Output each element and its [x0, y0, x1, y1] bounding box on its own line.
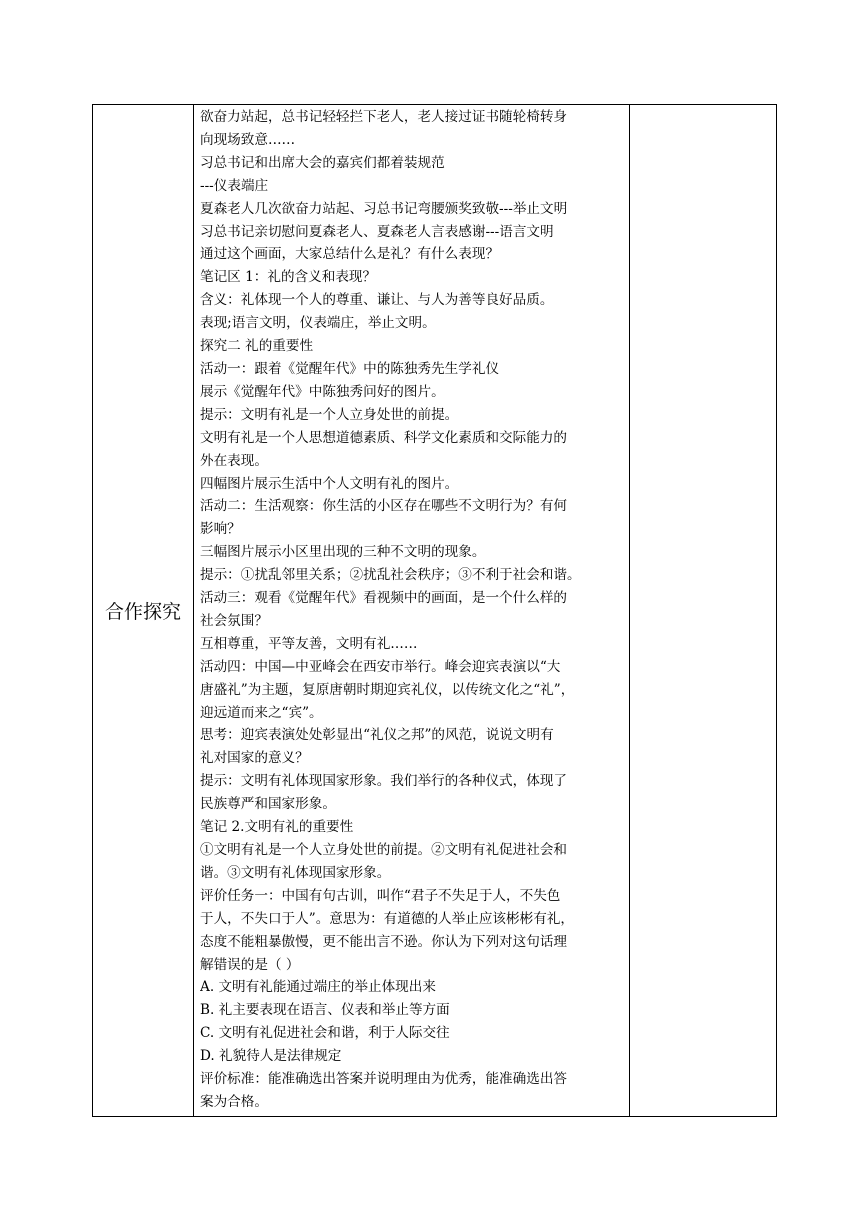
content-line: 欲奋力站起，总书记轻轻拦下老人，老人接过证书随轮椅转身: [200, 109, 568, 125]
content-line: 社会氛围？: [200, 612, 268, 629]
content-line: 于人，不失口于人”。意思为：有道德的人举止应该彬彬有礼，: [200, 910, 574, 927]
content-line: 案为合格。: [200, 1093, 268, 1110]
table-row: [93, 105, 777, 1117]
content-line: 笔记 2.文明有礼的重要性: [200, 819, 354, 836]
content-line: 活动三：观看《觉醒年代》看视频中的画面，是一个什么样的: [200, 590, 568, 607]
content-line: 习总书记亲切慰问夏森老人、夏森老人言表感谢---语言文明: [200, 223, 554, 240]
content-line: 迎远道而来之“宾”。: [200, 704, 323, 721]
content-line: 影响？: [200, 521, 241, 538]
content-line: D. 礼貌待人是法律规定: [200, 1048, 342, 1065]
content-line: 解错误的是（ ）: [200, 956, 300, 973]
content-line: 三幅图片展示小区里出现的三种不文明的现象。: [200, 544, 486, 561]
content-line: 含义：礼体现一个人的尊重、谦让、与人为善等良好品质。: [200, 292, 554, 309]
content-line: 提示：①扰乱邻里关系；②扰乱社会秩序；③不利于社会和谐。: [200, 567, 581, 584]
content-line: 展示《觉醒年代》中陈独秀问好的图片。: [200, 383, 445, 400]
content-line: 态度不能粗暴傲慢，更不能出言不逊。你认为下列对这句话理: [200, 933, 568, 950]
content-line: 谐。③文明有礼体现国家形象。: [200, 864, 391, 881]
notes-cell: [630, 105, 777, 1117]
content-line: 礼对国家的意义？: [200, 750, 309, 767]
content-line: 文明有礼是一个人思想道德素质、科学文化素质和交际能力的: [200, 429, 568, 446]
content-line: 探究二 礼的重要性: [200, 338, 314, 355]
lesson-table: [92, 104, 777, 1117]
content-line: 外在表现。: [200, 452, 268, 469]
section-label: 合作探究: [104, 600, 181, 623]
section-label-cell: [93, 105, 194, 1117]
content-line: 活动一：跟着《觉醒年代》中的陈独秀先生学礼仪: [200, 360, 500, 377]
content-line: 向现场致意……: [200, 131, 296, 148]
content-line: 习总书记和出席大会的嘉宾们都着装规范: [200, 154, 445, 171]
content-cell: [194, 105, 630, 1117]
content-line: 通过这个画面，大家总结什么是礼？有什么表现？: [200, 246, 500, 263]
content-line: 提示：文明有礼是一个人立身处世的前提。: [200, 406, 459, 423]
content-line: 提示：文明有礼体现国家形象。我们举行的各种仪式，体现了: [200, 773, 568, 790]
content-line: A. 文明有礼能通过端庄的举止体现出来: [200, 979, 436, 996]
content-line: 四幅图片展示生活中个人文明有礼的图片。: [200, 475, 459, 492]
content-line: 表现;语言文明，仪表端庄，举止文明。: [200, 315, 436, 332]
content-lines: [200, 106, 626, 1114]
content-line: C. 文明有礼促进社会和谐，利于人际交往: [200, 1025, 450, 1042]
content-line: 评价任务一：中国有句古训，叫作“君子不失足于人，不失色: [200, 887, 561, 904]
content-line: 互相尊重，平等友善，文明有礼……: [200, 635, 418, 652]
content-line: 唐盛礼”为主题，复原唐朝时期迎宾礼仪，以传统文化之“礼”，: [200, 681, 575, 698]
content-line: 民族尊严和国家形象。: [200, 796, 336, 813]
content-line: 评价标准：能准确选出答案并说明理由为优秀，能准确选出答: [200, 1071, 568, 1088]
content-line: 活动四：中国—中亚峰会在西安市举行。峰会迎宾表演以“大: [200, 658, 561, 675]
content-line: 夏森老人几次欲奋力站起、习总书记弯腰颁奖致敬---举止文明: [200, 200, 568, 217]
content-line: B. 礼主要表现在语言、仪表和举止等方面: [200, 1002, 450, 1019]
content-line: ①文明有礼是一个人立身处世的前提。②文明有礼促进社会和: [200, 842, 568, 858]
content-line: 思考：迎宾表演处处彰显出“礼仪之邦”的风范，说说文明有: [200, 727, 554, 744]
content-line: ---仪表端庄: [200, 177, 269, 194]
content-line: 笔记区 1：礼的含义和表现？: [200, 269, 377, 286]
content-line: 活动二：生活观察：你生活的小区存在哪些不文明行为？有何: [200, 498, 568, 515]
